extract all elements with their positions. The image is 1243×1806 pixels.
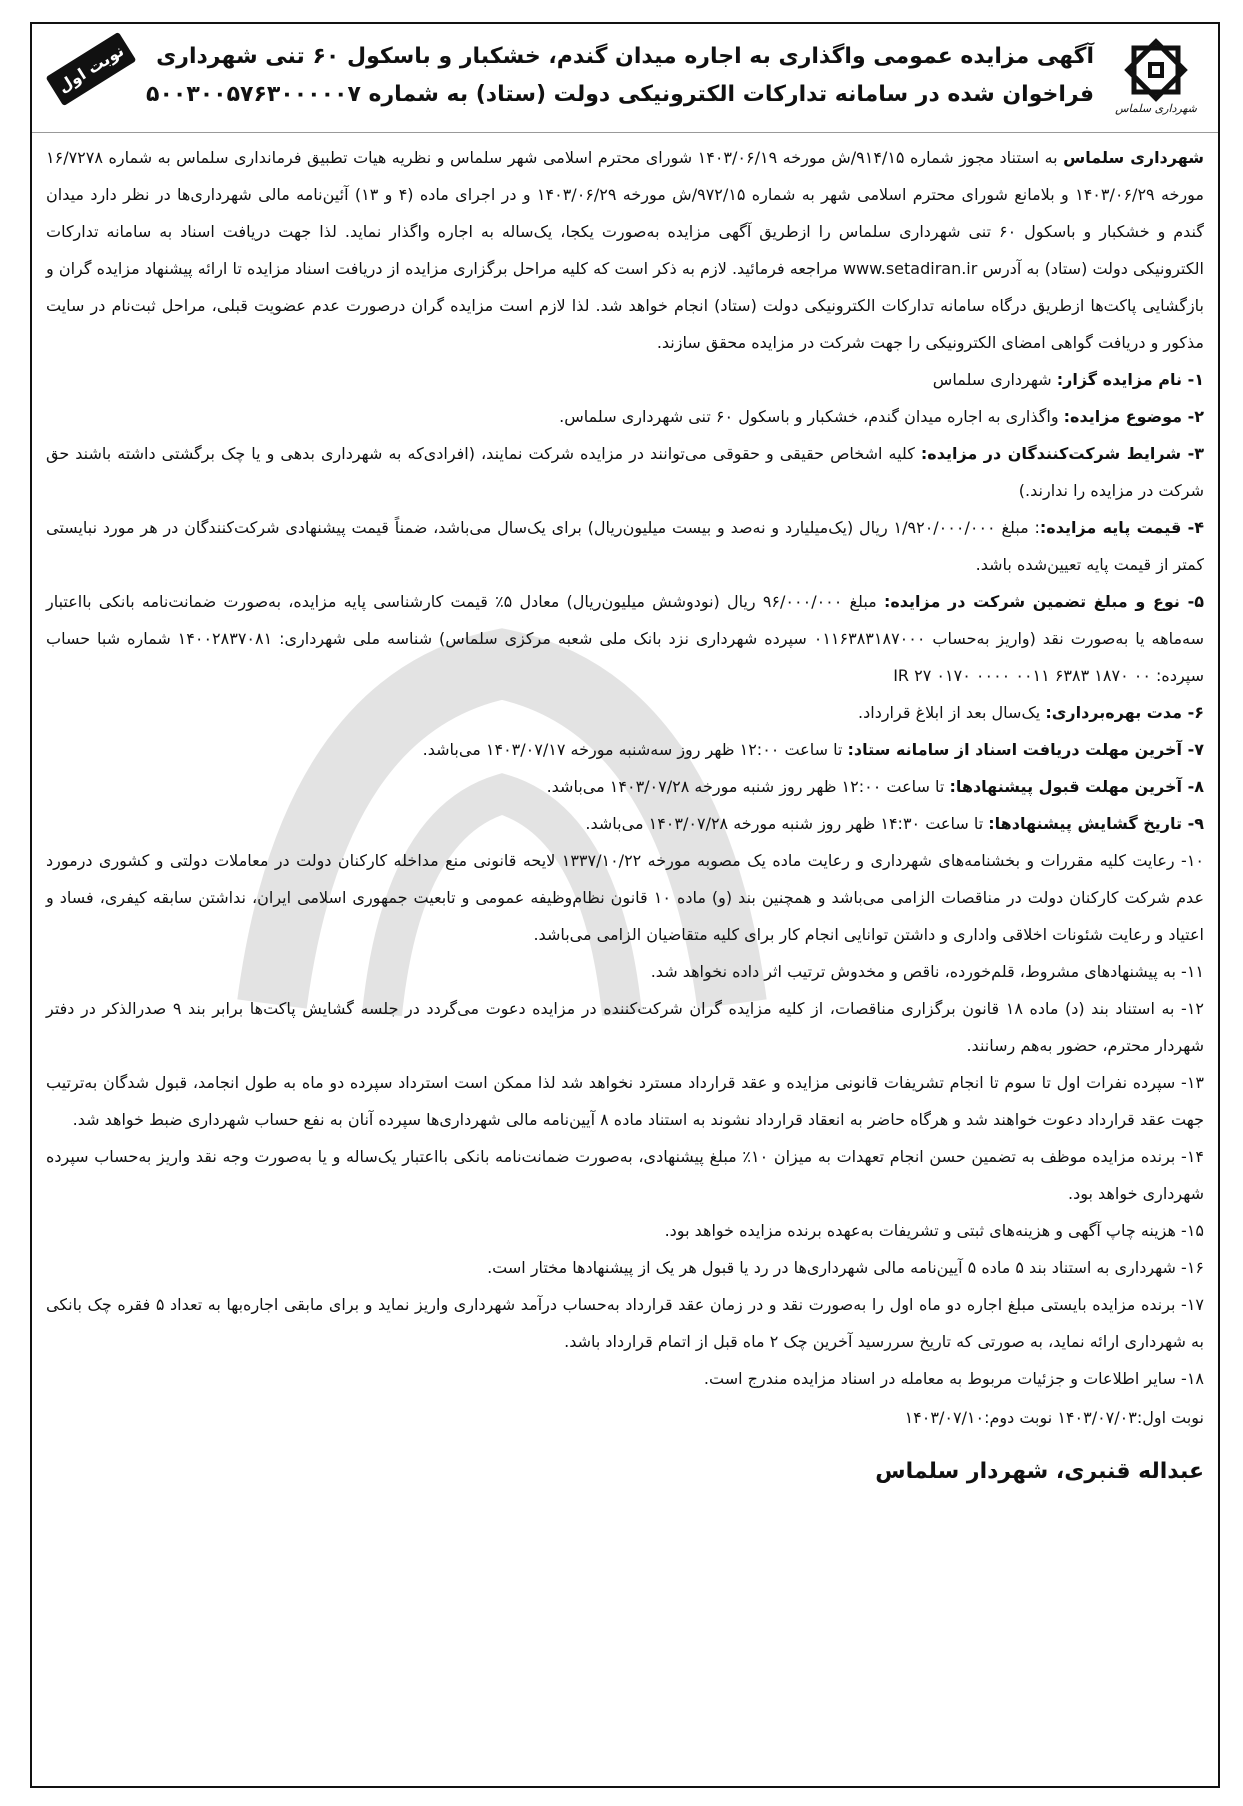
item-17-text: ۱۷- برنده مزایده بایستی مبلغ اجاره دو ماه اول را به‌صورت نقد و در زمان عقد قرارداد به‌حساب درآمد شهرداری واریز نماید و برای مابقی اجاره‌بها به تعداد ۵ فقره چک بانکی به شهرداری ارائه نماید، به صورتی که تاریخ سررسید آخرین چک ۲ ماه قبل از اتمام قرارداد باشد. [46, 1295, 1205, 1351]
item-11-text: ۱۱- به پیشنهادهای مشروط، قلم‌خورده، ناقص و مخدوش ترتیب اثر داده نخواهد شد. [650, 962, 1204, 981]
municipality-logo [1108, 34, 1204, 124]
item-13 [46, 1064, 1204, 1138]
item-17 [46, 1286, 1204, 1360]
item-4-text: : مبلغ ۱/۹۲۰/۰۰۰/۰۰۰ ریال (یک‌میلیارد و نه‌صد و بیست میلیون‌ریال) برای یک‌سال می‌باشد، ضمناً قیمت پیشنهادی شرکت‌کنندگان در هر مورد نبایستی کمتر از قیمت پایه تعیین‌شده باشد. [46, 518, 1204, 574]
intro-paragraph [46, 139, 1204, 361]
item-6-text: یک‌سال بعد از ابلاغ قرارداد. [858, 703, 1041, 722]
item-18 [46, 1360, 1204, 1397]
item-7 [46, 731, 1204, 768]
item-3-text: کلیه اشخاص حقیقی و حقوقی می‌توانند در مزایده شرکت نمایند، (افرادی‌که به شهرداری بدهی و یا چک برگشتی داشته باشند حق شرکت در مزایده را ندارند.) [46, 444, 1204, 500]
item-14-text: ۱۴- برنده مزایده موظف به تضمین حسن انجام تعهدات به میزان ۱۰٪ مبلغ پیشنهادی، به‌صورت ضمانت‌نامه بانکی بااعتبار یک‌ساله و یا به‌صورت وجه نقد واریز به‌حساب سپرده شهرداری خواهد بود. [46, 1147, 1204, 1203]
ad-body [32, 133, 1218, 1490]
iban-prefix: IR [893, 666, 910, 685]
setad-url: www.setadiran.ir [842, 259, 978, 278]
item-1-lead: ۱- نام مزایده گزار: [1056, 370, 1204, 389]
ad-frame [30, 22, 1220, 1788]
headline [146, 38, 1094, 114]
item-5-text: مبلغ ۹۶/۰۰۰/۰۰۰ ریال (نودوشش میلیون‌ریال) معادل ۵٪ قیمت کارشناسی پایه مزایده، به‌صورت ضمانت‌نامه بانکی بااعتبار سه‌ماهه یا به‌صورت نقد (واریز به‌حساب ۰۱۱۶۳۸۳۱۸۷۰۰۰ سپرده شهرداری نزد بانک ملی شعبه مرکزی سلماس) شناسه ملی شهرداری: ۱۴۰۰۲۸۳۷۰۸۱ شماره شبا حساب سپرده: ۰۰ ۱۸۷۰ ۶۳۸۳ ۰۰۱۱ ۰۰۰۰ ۰۱۷۰ ۲۷ [46, 592, 1205, 685]
item-2 [46, 398, 1204, 435]
intro-text-2: مراجعه فرمائید. لازم به ذکر است که کلیه مراحل برگزاری مزایده از دریافت اسناد مزایده تا ارائه پیشنهاد مزایده گران و بازگشایی پاکت‌ها ازطریق درگاه سامانه تدارکات الکترونیکی دولت (ستاد) انجام خواهد شد. لذا لازم است مزایده گران درصورت عدم عضویت قبلی، مراحل ثبت‌نام در سایت مذکور و دریافت گواهی امضای الکترونیکی را جهت شرکت در مزایده محقق سازند. [46, 259, 1204, 352]
publication-dates: نوبت اول:۱۴۰۳/۰۷/۰۳ نوبت دوم:۱۴۰۳/۰۷/۱۰ [904, 1408, 1204, 1427]
item-8-text: تا ساعت ۱۲:۰۰ ظهر روز شنبه مورخه ۱۴۰۳/۰۷/۲۸ می‌باشد. [546, 777, 945, 796]
item-16 [46, 1249, 1204, 1286]
item-2-lead: ۲- موضوع مزایده: [1063, 407, 1204, 426]
item-7-text: تا ساعت ۱۲:۰۰ ظهر روز سه‌شنبه مورخه ۱۴۰۳/۰۷/۱۷ می‌باشد. [422, 740, 843, 759]
signature: عبداله قنبری، شهردار سلماس [875, 1459, 1204, 1484]
item-4 [46, 509, 1204, 583]
item-8-lead: ۸- آخرین مهلت قبول پیشنهادها: [949, 777, 1204, 796]
headline-line-1: آگهی مزایده عمومی واگذاری به اجاره میدان گندم، خشکبار و باسکول ۶۰ تنی شهرداری [156, 44, 1094, 69]
intro-lead: شهرداری سلماس [1063, 148, 1205, 167]
intro-text: به استناد مجوز شماره ۹۱۴/۱۵/ش مورخه ۱۴۰۳/۰۶/۱۹ شورای محترم اسلامی شهر سلماس و نظریه هیات تطبیق فرمانداری سلماس به شماره ۱۶/۷۲۷۸ مورخه ۱۴۰۳/۰۶/۲۹ و بلامانع شورای محترم اسلامی شهر به شماره ۹۷۲/۱۵/ش مورخه ۱۴۰۳/۰۶/۲۹ و در اجرای ماده (۴ و ۱۳) آئین‌نامه مالی شهرداری‌ها در نظر دارد میدان گندم و خشکبار و باسکول ۶۰ تنی شهرداری سلماس را ازطریق آگهی مزایده به‌صورت یکجا، یک‌ساله به اجاره واگذار نماید. لذا جهت دریافت اسناد به سامانه تدارکات الکترونیکی دولت (ستاد) به آدرس [46, 148, 1205, 278]
item-7-lead: ۷- آخرین مهلت دریافت اسناد از سامانه ستاد: [847, 740, 1204, 759]
item-9-lead: ۹- تاریخ گشایش پیشنهادها: [988, 814, 1204, 833]
item-15-text: ۱۵- هزینه چاپ آگهی و هزینه‌های ثبتی و تشریفات به‌عهده برنده مزایده خواهد بود. [664, 1221, 1204, 1240]
item-8 [46, 768, 1204, 805]
headline-line-2: فراخوان شده در سامانه تدارکات الکترونیکی دولت (ستاد) به شماره ۵۰۰۳۰۰۵۷۶۳۰۰۰۰۰۷ [146, 82, 1094, 107]
first-notice-badge: نوبت اول [46, 32, 137, 106]
item-14 [46, 1138, 1204, 1212]
item-16-text: ۱۶- شهرداری به استناد بند ۵ ماده ۵ آیین‌نامه مالی شهرداری‌ها در رد یا قبول هر یک از پیشنهادها مختار است. [487, 1258, 1204, 1277]
item-5-lead: ۵- نوع و مبلغ تضمین شرکت در مزایده: [883, 592, 1204, 611]
municipality-emblem-icon [1120, 34, 1192, 104]
item-12-text: ۱۲- به استناد بند (د) ماده ۱۸ قانون برگزاری مناقصات، از کلیه مزایده گران شرکت‌کننده در مزایده دعوت می‌گردد در جلسه گشایش پاکت‌ها برابر بند ۹ صدرالذکر در دفتر شهردار محترم، حضور به‌هم رسانند. [46, 999, 1205, 1055]
item-2-text: واگذاری به اجاره میدان گندم، خشکبار و باسکول ۶۰ تنی شهرداری سلماس. [559, 407, 1059, 426]
item-9 [46, 805, 1204, 842]
item-10 [46, 842, 1204, 953]
item-4-lead: ۴- قیمت پایه مزایده: [1039, 518, 1204, 537]
item-13-text: ۱۳- سپرده نفرات اول تا سوم تا انجام تشریفات قانونی مزایده و عقد قرارداد مسترد نخواهد شد لذا ممکن است استرداد سپرده دو ماه به طول انجامد، قبول شدگان به‌ترتیب جهت عقد قرارداد دعوت خواهند شد و هرگاه حاضر به انعقاد قرارداد نشوند به استناد ماده ۸ آیین‌نامه مالی شهرداری‌ها سپرده آنان به نفع حساب شهرداری ضبط خواهد شد. [46, 1073, 1204, 1129]
item-15 [46, 1212, 1204, 1249]
item-5 [46, 583, 1204, 694]
item-1 [46, 361, 1204, 398]
item-3 [46, 435, 1204, 509]
item-11 [46, 953, 1204, 990]
item-3-lead: ۳- شرایط شرکت‌کنندگان در مزایده: [920, 444, 1204, 463]
item-6-lead: ۶- مدت بهره‌برداری: [1045, 703, 1204, 722]
item-6 [46, 694, 1204, 731]
item-10-text: ۱۰- رعایت کلیه مقررات و بخشنامه‌های شهرداری و رعایت ماده یک مصوبه مورخه ۱۳۳۷/۱۰/۲۲ لایحه قانونی منع مداخله کارکنان دولت در معاملات دولتی و کشوری درمورد عدم شرکت کارکنان دولت در مناقصات الزامی می‌باشد و همچنین بند (و) ماده ۱۰ قانون نظام‌وظیفه عمومی و تابعیت جمهوری اسلامی ایران، نداشتن سابقه کیفری، فساد و اعتیاد و رعایت شئونات اخلاقی واداری و داشتن توانایی انجام کار برای کلیه متقاضیان الزامی می‌باشد. [46, 851, 1205, 944]
item-9-text: تا ساعت ۱۴:۳۰ ظهر روز شنبه مورخه ۱۴۰۳/۰۷/۲۸ می‌باشد. [585, 814, 984, 833]
logo-caption: شهرداری سلماس [1115, 102, 1197, 115]
item-12 [46, 990, 1204, 1064]
item-18-text: ۱۸- سایر اطلاعات و جزئیات مربوط به معامله در اسناد مزایده مندرج است. [703, 1369, 1204, 1388]
ad-header [32, 24, 1218, 133]
item-1-text: شهرداری سلماس [932, 370, 1052, 389]
